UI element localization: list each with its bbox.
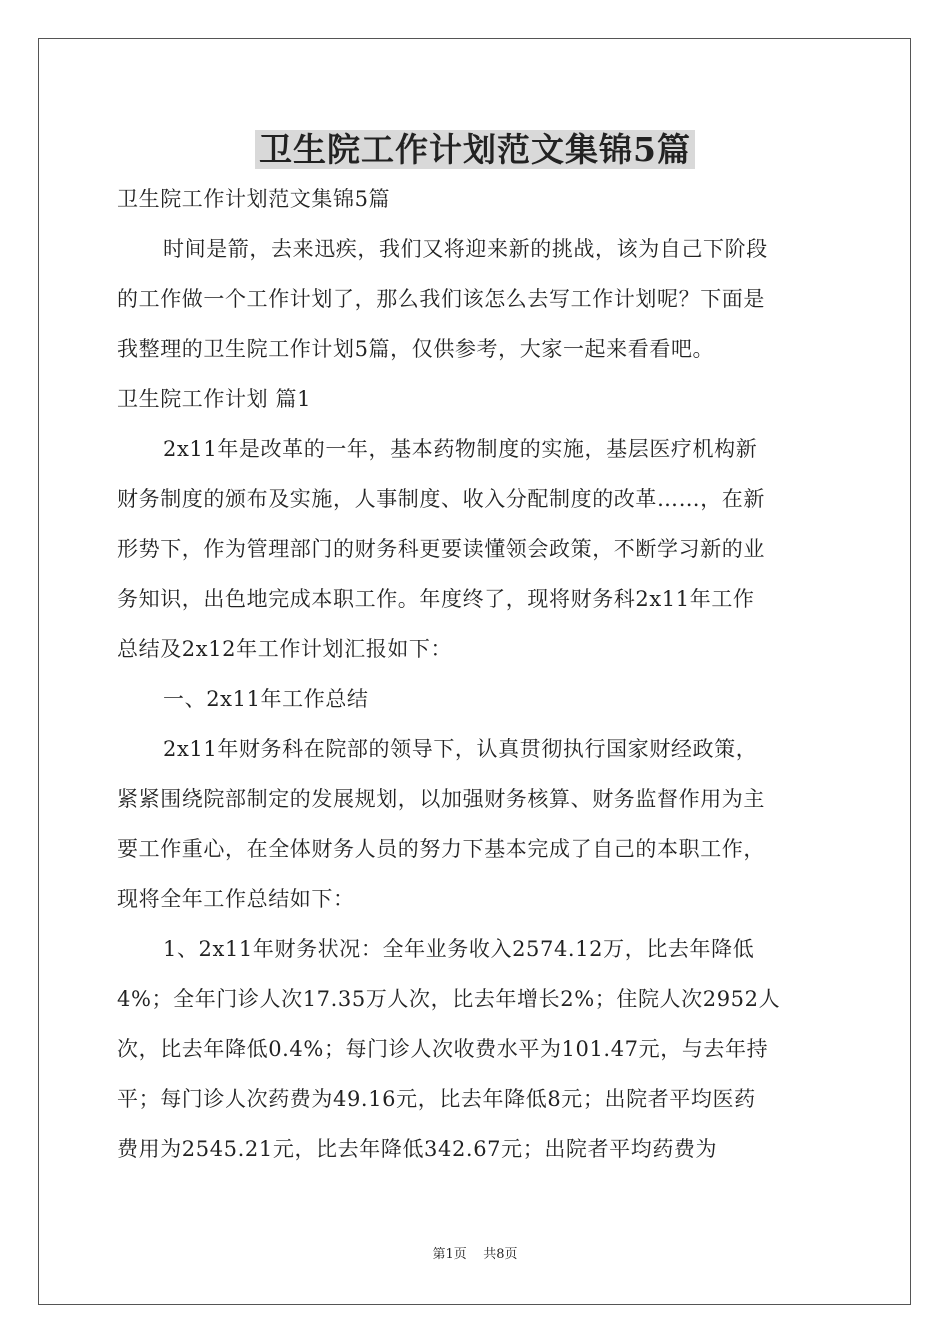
paragraph-line: 务知识，出色地完成本职工作。年度终了，现将财务科2x11年工作 <box>117 587 755 611</box>
paragraph-line: 时间是箭，去来迅疾，我们又将迎来新的挑战，该为自己下阶段 <box>163 237 768 261</box>
page-border <box>38 38 911 1305</box>
section-heading: 卫生院工作计划 篇1 <box>117 387 312 411</box>
paragraph-line: 费用为2545.21元，比去年降低342.67元；出院者平均药费为 <box>117 1137 718 1161</box>
paragraph-line: 财务制度的颁布及实施，人事制度、收入分配制度的改革……，在新 <box>117 487 765 511</box>
paragraph-line: 2x11年是改革的一年，基本药物制度的实施，基层医疗机构新 <box>163 437 758 461</box>
document-title-text: 卫生院工作计划范文集锦5篇 <box>255 130 695 169</box>
paragraph-line: 4%；全年门诊人次17.35万人次，比去年增长2%；住院人次2952人 <box>117 987 781 1011</box>
page-footer <box>0 1246 950 1264</box>
paragraph-line: 的工作做一个工作计划了，那么我们该怎么去写工作计划呢？下面是 <box>117 287 765 311</box>
doc-subtitle-line: 卫生院工作计划范文集锦5篇 <box>117 187 391 211</box>
page-number: 第1页 <box>432 1247 467 1262</box>
paragraph-line: 总结及2x12年工作计划汇报如下： <box>117 637 453 661</box>
paragraph-line: 要工作重心，在全体财务人员的努力下基本完成了自己的本职工作， <box>117 837 765 861</box>
subsection-heading: 一、2x11年工作总结 <box>163 687 369 711</box>
paragraph-line: 紧紧围绕院部制定的发展规划，以加强财务核算、财务监督作用为主 <box>117 787 765 811</box>
paragraph-line: 1、2x11年财务状况：全年业务收入2574.12万，比去年降低 <box>163 937 755 961</box>
paragraph-line: 平；每门诊人次药费为49.16元，比去年降低8元；出院者平均医药 <box>117 1087 756 1111</box>
paragraph-line: 次，比去年降低0.4%；每门诊人次收费水平为101.47元，与去年持 <box>117 1037 769 1061</box>
paragraph-line: 形势下，作为管理部门的财务科更要读懂领会政策，不断学习新的业 <box>117 537 765 561</box>
document-title <box>0 128 950 172</box>
page-total: 共8页 <box>483 1247 518 1262</box>
paragraph-line: 2x11年财务科在院部的领导下，认真贯彻执行国家财经政策， <box>163 737 758 761</box>
paragraph-line: 我整理的卫生院工作计划5篇，仅供参考，大家一起来看看吧。 <box>117 337 715 361</box>
paragraph-line: 现将全年工作总结如下： <box>117 887 355 911</box>
